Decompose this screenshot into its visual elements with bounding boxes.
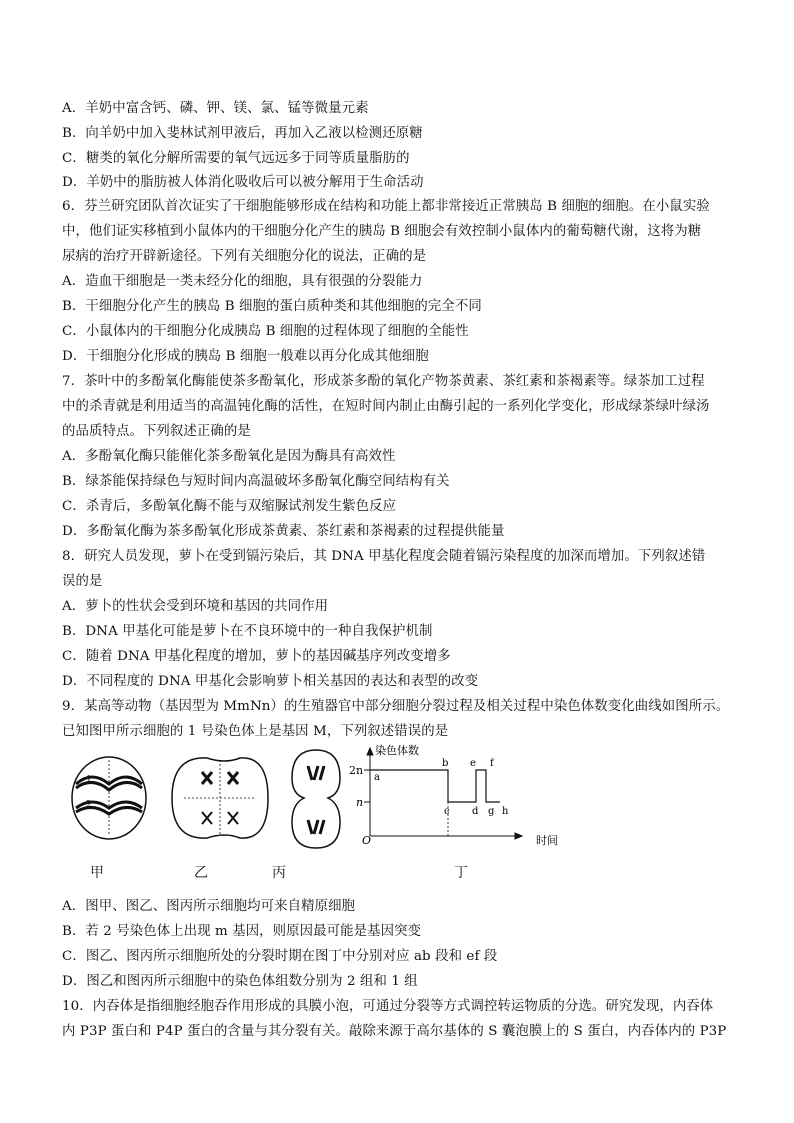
text-line: 8．研究人员发现，萝卜在受到镉污染后，其 DNA 甲基化程度会随着镉污染程度的加深而增加。下列叙述错 — [62, 549, 706, 564]
text-line: 中，他们证实移植到小鼠体内的干细胞分化产生的胰岛 B 细胞会有效控制小鼠体内的葡萄糖代谢，这将为糖 — [62, 224, 702, 239]
text-line: 误的是 — [62, 574, 103, 589]
text-line: 6．芬兰研究团队首次证实了干细胞能够形成在结构和功能上都非常接近正常胰岛 B 细胞的细胞。在小鼠实验 — [62, 199, 710, 214]
text-line: 尿病的治疗开辟新途径。下列有关细胞分化的说法，正确的是 — [62, 249, 427, 264]
text-line: D．图乙和图丙所示细胞中的染色体组数分别为 2 组和 1 组 — [62, 974, 418, 989]
caption-ding: 丁 — [454, 865, 468, 881]
point-a: a — [374, 772, 380, 783]
tick-2n: 2n — [349, 764, 364, 777]
text-line: C．小鼠体内的干细胞分化成胰岛 B 细胞的过程体现了细胞的全能性 — [62, 324, 469, 339]
cell-jia — [72, 757, 146, 839]
text-line: 内 P3P 蛋白和 P4P 蛋白的含量与其分裂有关。敲除来源于高尔基体的 S 囊泡膜上的 S 蛋白，内吞体内的 P3P — [62, 1024, 727, 1039]
text-line: 的品质特点。下列叙述正确的是 — [62, 424, 251, 439]
tick-n: n — [356, 796, 364, 809]
text-line: A．造血干细胞是一类未经分化的细胞，具有很强的分裂能力 — [62, 274, 423, 289]
text-line: B．向羊奶中加入斐林试剂甲液后，再加入乙液以检测还原糖 — [62, 126, 423, 141]
text-line: B．DNA 甲基化可能是萝卜在不良环境中的一种自我保护机制 — [62, 624, 433, 639]
text-line: D．干细胞分化形成的胰岛 B 细胞一般难以再分化成其他细胞 — [62, 349, 429, 364]
text-line: A．图甲、图乙、图丙所示细胞均可来自精原细胞 — [62, 899, 356, 914]
figure-svg — [62, 740, 742, 880]
graph-xlabel: 时间 — [536, 834, 558, 847]
chromosome-label-2: 2 — [86, 800, 92, 810]
chromosome-label-1: 1 — [86, 775, 92, 785]
text-line: 已知图甲所示细胞的 1 号染色体上是基因 M，下列叙述错误的是 — [62, 724, 449, 739]
caption-bing: 丙 — [272, 865, 286, 881]
point-c: c — [444, 806, 450, 817]
text-line: C．杀青后，多酚氧化酶不能与双缩脲试剂发生紫色反应 — [62, 499, 397, 514]
text-line: D．多酚氧化酶为茶多酚氧化形成茶黄素、茶红素和茶褐素的过程提供能量 — [62, 524, 505, 539]
point-f: f — [490, 758, 494, 769]
caption-yi: 乙 — [194, 865, 208, 881]
text-line: B．若 2 号染色体上出现 m 基因，则原因最可能是基因突变 — [62, 924, 422, 939]
text-line: 10．内吞体是指细胞经胞吞作用形成的具膜小泡，可通过分裂等方式调控转运物质的分选。研究发现，内吞体 — [62, 999, 714, 1014]
text-line: A．羊奶中富含钙、磷、钾、镁、氯、锰等微量元素 — [62, 101, 369, 116]
point-b: b — [442, 758, 449, 769]
text-line: A．多酚氧化酶只能催化茶多酚氧化是因为酶具有高效性 — [62, 449, 396, 464]
cell-bing — [292, 750, 340, 848]
text-line: A．萝卜的性状会受到环境和基因的共同作用 — [62, 599, 329, 614]
text-line: D．羊奶中的脂肪被人体消化吸收后可以被分解用于生命活动 — [62, 175, 424, 190]
text-line: C．图乙、图丙所示细胞所处的分裂时期在图丁中分别对应 ab 段和 ef 段 — [62, 949, 498, 964]
text-line: C．随着 DNA 甲基化程度的增加，萝卜的基因碱基序列改变增多 — [62, 649, 451, 664]
graph-origin: O — [362, 834, 372, 847]
text-line: D．不同程度的 DNA 甲基化会影响萝卜相关基因的表达和表型的改变 — [62, 674, 479, 689]
caption-jia: 甲 — [90, 865, 104, 881]
figure-cell-division — [62, 740, 742, 880]
graph-ylabel: 染色体数 — [375, 744, 419, 757]
point-e: e — [470, 758, 476, 769]
cell-yi — [172, 758, 268, 838]
point-d: d — [472, 806, 479, 817]
text-line: B．绿茶能保持绿色与短时间内高温破坏多酚氧化酶空间结构有关 — [62, 474, 450, 489]
text-line: 中的杀青就是利用适当的高温钝化酶的活性，在短时间内制止由酶引起的一系列化学变化，形成绿茶绿叶绿汤 — [62, 399, 710, 414]
text-line: 7．茶叶中的多酚氧化酶能使茶多酚氧化，形成茶多酚的氧化产物茶黄素、茶红素和茶褐素等。绿茶加工过程 — [62, 374, 705, 389]
text-line: C．糖类的氧化分解所需要的氧气远远多于同等质量脂肪的 — [62, 151, 410, 166]
text-line: B．干细胞分化产生的胰岛 B 细胞的蛋白质种类和其他细胞的完全不同 — [62, 299, 482, 314]
text-line: 9．某高等动物（基因型为 MmNn）的生殖器官中部分细胞分裂过程及相关过程中染色体数变化曲线如图所示。 — [62, 699, 730, 714]
point-g: g — [488, 806, 495, 817]
point-h: h — [502, 806, 509, 817]
